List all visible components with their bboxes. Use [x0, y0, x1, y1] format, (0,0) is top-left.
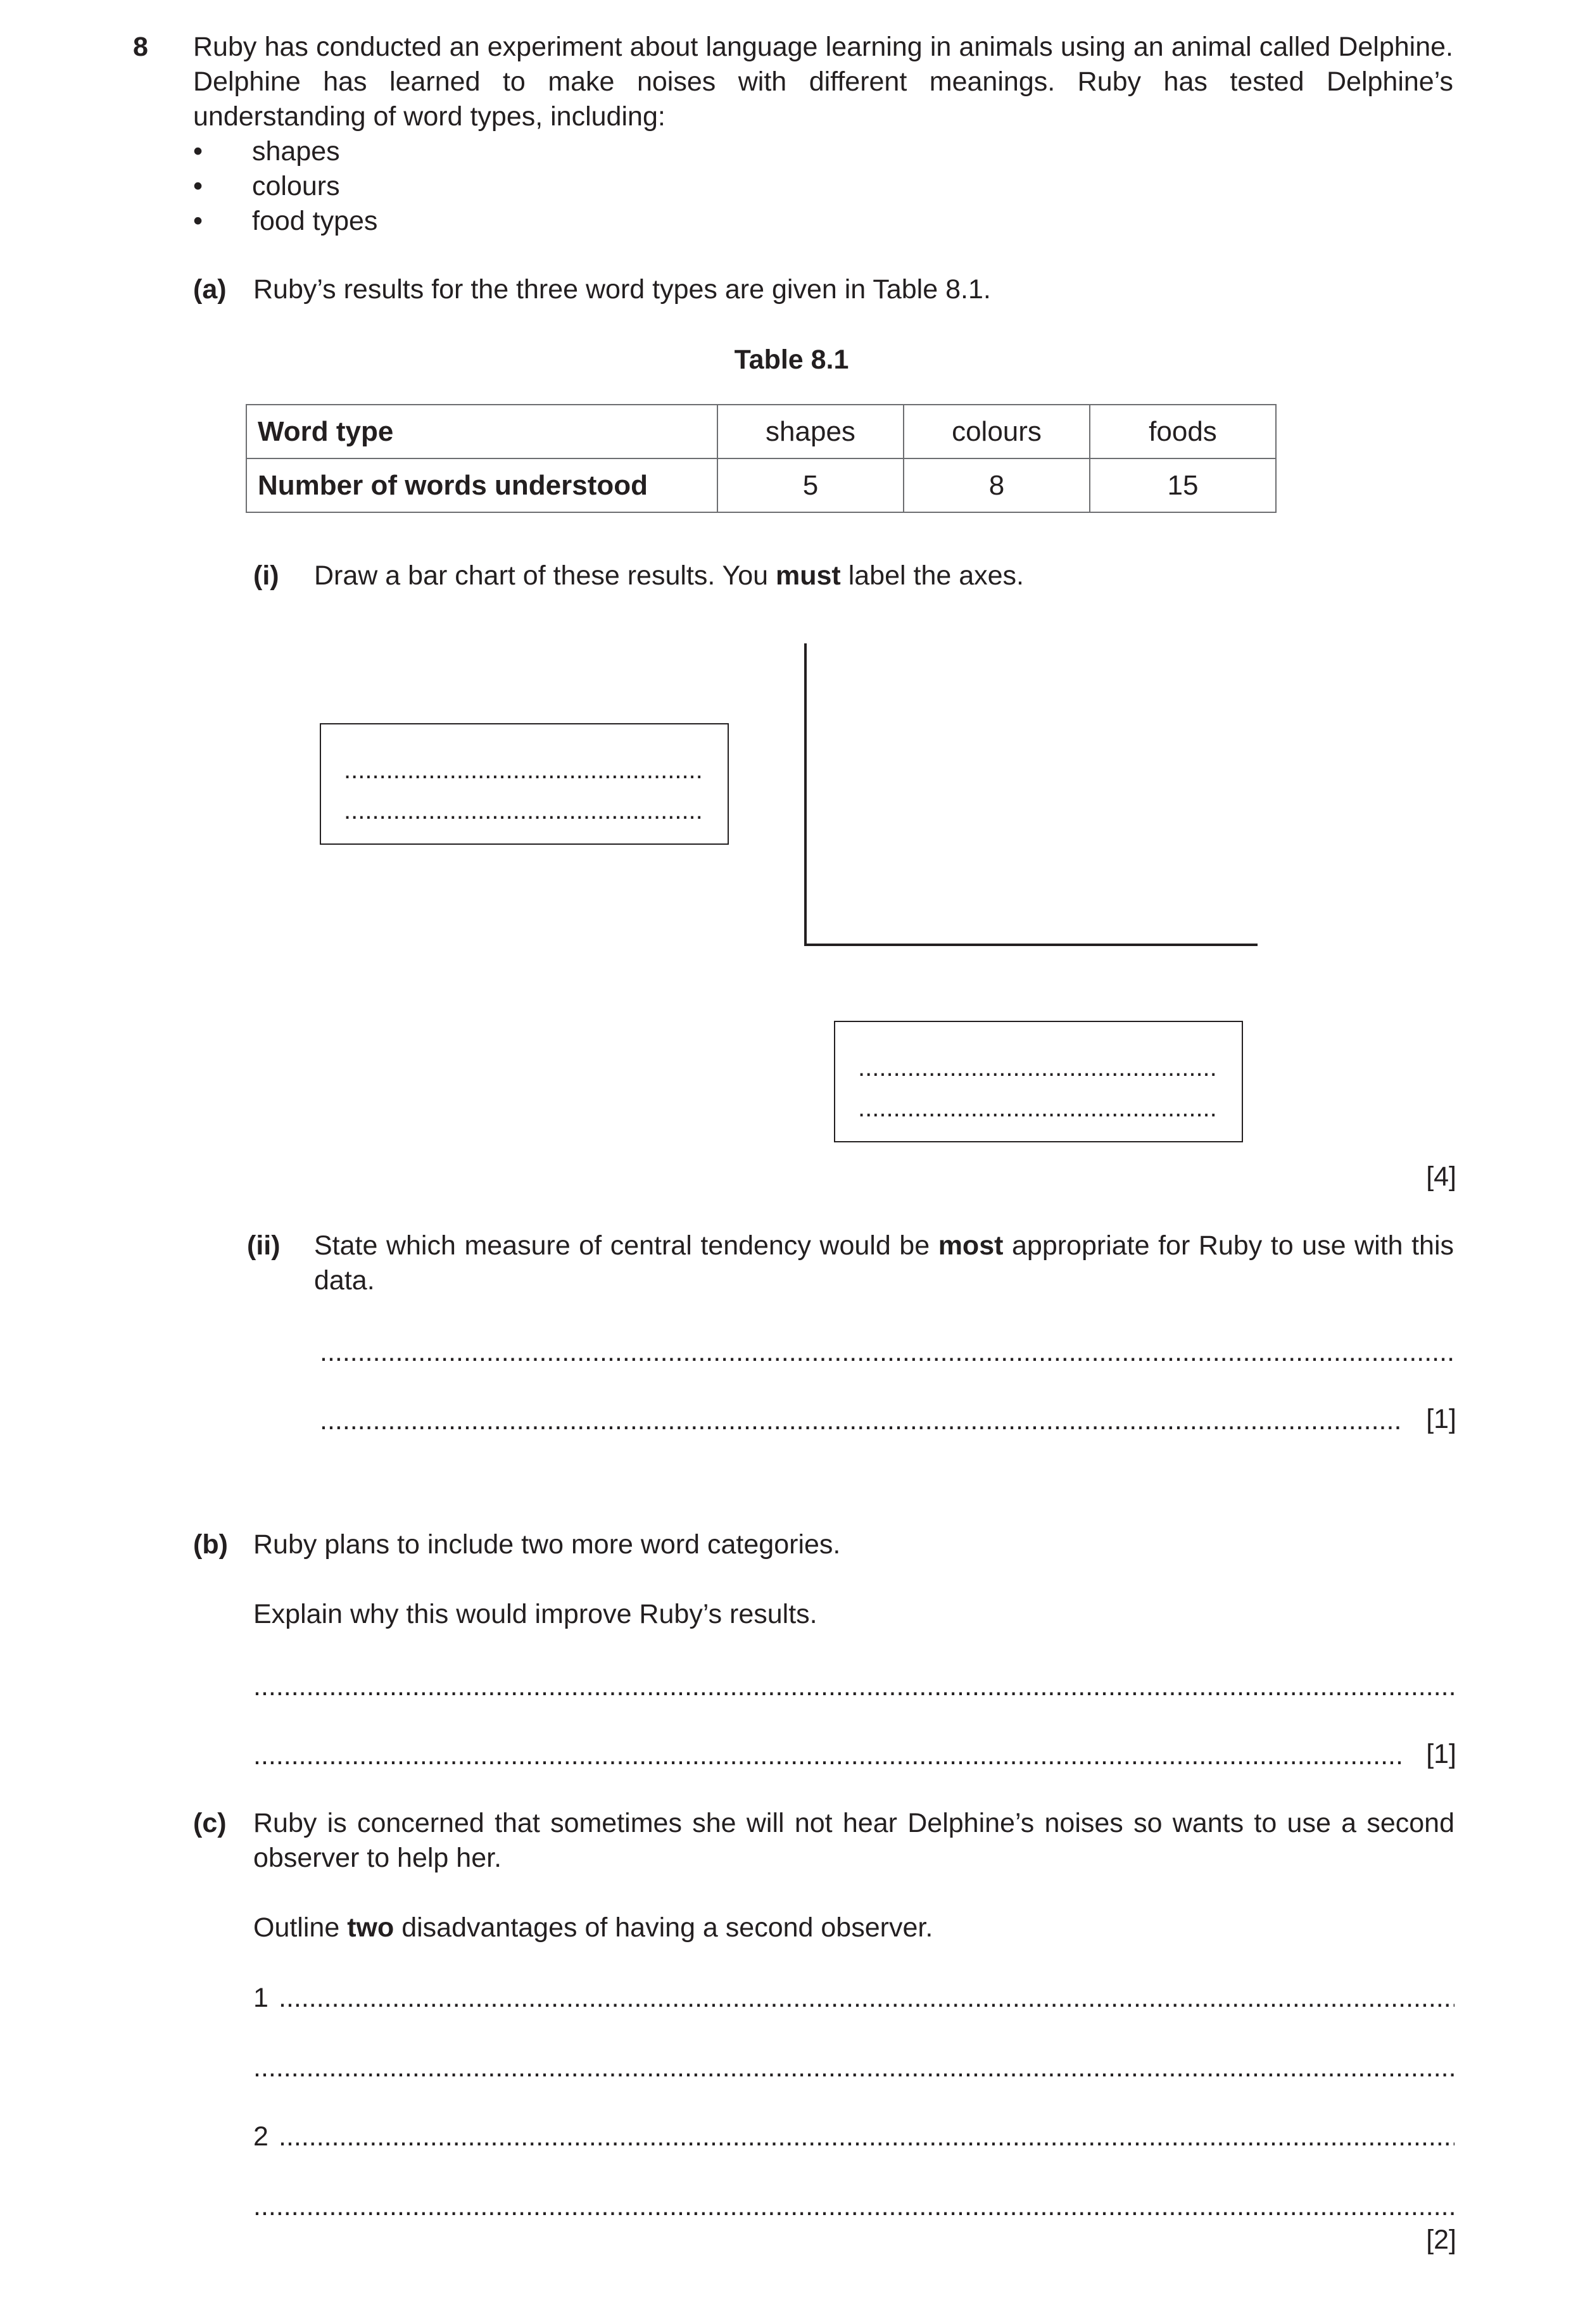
x-axis: [804, 944, 1258, 946]
answer-line[interactable]: [344, 798, 705, 823]
answer-line[interactable]: [253, 2189, 1454, 2224]
table-row-header: Number of words understood: [246, 458, 717, 512]
answer-number: 2: [253, 2121, 268, 2152]
mark-allocation: [1]: [1426, 1404, 1456, 1434]
table-row: [246, 405, 1276, 458]
results-table: [246, 404, 1277, 513]
x-axis-label-box[interactable]: [834, 1021, 1243, 1142]
table-caption: Table 8.1: [734, 344, 849, 375]
answer-line[interactable]: [858, 1055, 1219, 1080]
bullet-item: • colours: [193, 171, 340, 201]
bullet-item: • food types: [193, 206, 378, 236]
table-cell: colours: [904, 405, 1090, 458]
answer-number: 1: [253, 1983, 268, 2013]
answer-line[interactable]: [344, 757, 705, 783]
y-axis: [804, 643, 807, 946]
table-cell: 8: [904, 458, 1090, 512]
part-a-i-text: Draw a bar chart of these results. You must label the axes.: [314, 560, 1024, 591]
y-axis-label-box[interactable]: [320, 723, 729, 845]
part-b-prompt: Explain why this would improve Ruby’s results.: [253, 1599, 817, 1629]
question-number: 8: [133, 32, 148, 62]
bullet-item: • shapes: [193, 136, 340, 167]
part-a-ii-label: (ii): [247, 1230, 281, 1261]
table-cell: shapes: [717, 405, 904, 458]
answer-line[interactable]: [279, 1981, 1454, 2016]
part-c-label: (c): [193, 1808, 227, 1838]
table-cell: 15: [1090, 458, 1276, 512]
part-b-label: (b): [193, 1529, 228, 1560]
part-a-label: (a): [193, 274, 227, 305]
part-c-text: Ruby is concerned that sometimes she will not hear Delphine’s noises so wants to use a second observer to help her.: [253, 1808, 1454, 1873]
mark-allocation: [4]: [1426, 1161, 1456, 1192]
part-b-text: Ruby plans to include two more word categories.: [253, 1529, 841, 1560]
table-cell: 5: [717, 458, 904, 512]
table-row-header: Word type: [246, 405, 717, 458]
part-c-prompt: Outline two disadvantages of having a second observer.: [253, 1912, 933, 1943]
mark-allocation: [2]: [1426, 2225, 1456, 2255]
answer-line[interactable]: [858, 1096, 1219, 1121]
answer-line[interactable]: [253, 1738, 1404, 1773]
answer-line[interactable]: [253, 1669, 1454, 1704]
part-a-ii-text: State which measure of central tendency would be most appropriate for Ruby to use with this data.: [314, 1230, 1454, 1296]
mark-allocation: [1]: [1426, 1739, 1456, 1769]
answer-line[interactable]: [279, 2119, 1454, 2154]
part-a-i-label: (i): [253, 560, 279, 591]
part-a-text: Ruby’s results for the three word types are given in Table 8.1.: [253, 274, 991, 305]
question-intro: Ruby has conducted an experiment about language learning in animals using an animal called Delphine. Delphine has learned to make noises with different meanings. Ruby has tested Delphine’s understanding of word types, including:: [193, 32, 1453, 132]
answer-line[interactable]: [253, 2050, 1454, 2085]
answer-line[interactable]: [320, 1403, 1404, 1438]
bullet-list: [193, 134, 763, 239]
table-row: [246, 458, 1276, 512]
table-cell: foods: [1090, 405, 1276, 458]
answer-line[interactable]: [320, 1335, 1454, 1370]
